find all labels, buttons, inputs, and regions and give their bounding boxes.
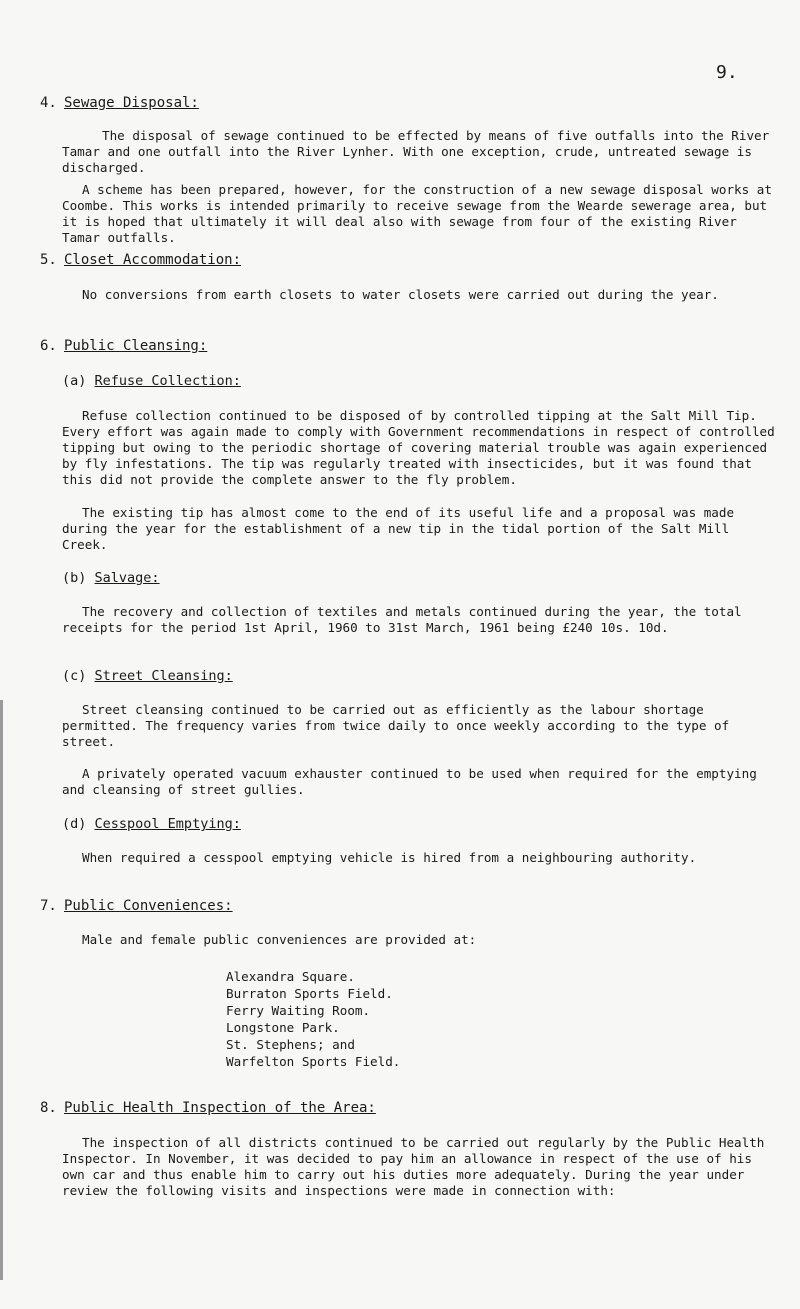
paragraph: Refuse collection continued to be disposed of by controlled tipping at the Salt Mill Tip. Every effort was again made to comply with Government recommendations in respect of controlled tipping but owing to the periodic shortage of covering material trouble was again experienced by fly infestations. The tip was regularly treated with insecticides, but it was found that this did not provide the complete answer to the fly problem. xyxy=(62,408,775,487)
paragraph: The disposal of sewage continued to be effected by means of five outfalls into the River Tamar and one outfall into the River Lynher. With one exception, crude, untreated sewage is discharged. xyxy=(62,128,770,175)
conveniences-list xyxy=(226,968,400,1070)
section-heading xyxy=(40,338,207,354)
list-item: Ferry Waiting Room. xyxy=(226,1003,371,1018)
section-title: Public Conveniences: xyxy=(64,898,233,914)
paragraph: No conversions from earth closets to water closets were carried out during the year. xyxy=(82,287,719,302)
section-heading xyxy=(40,95,199,111)
subsection-heading xyxy=(62,816,241,832)
paragraph: The inspection of all districts continued to be carried out regularly by the Public Health Inspector. In November, it was decided to pay him an allowance in respect of the use of his own car and thus enable him to carry out his duties more adequately. During the year under review the following visits and inspections were made in connection with: xyxy=(62,1135,765,1198)
paragraph: Street cleansing continued to be carried out as efficiently as the labour shortage permitted. The frequency varies from twice daily to once weekly according to the type of street. xyxy=(62,702,730,749)
subsection-label: (b) xyxy=(62,570,87,586)
paragraph: Male and female public conveniences are provided at: xyxy=(82,932,477,947)
section-number: 8. xyxy=(40,1100,57,1116)
section-title: Sewage Disposal: xyxy=(64,95,199,111)
subsection-title: Refuse Collection: xyxy=(94,373,241,389)
binding-edge xyxy=(0,700,3,1280)
subsection-title: Salvage: xyxy=(94,570,160,586)
section-heading xyxy=(40,1100,376,1116)
section-title: Public Health Inspection of the Area: xyxy=(64,1100,376,1116)
subsection-heading xyxy=(62,668,233,684)
subsection-title: Cesspool Emptying: xyxy=(94,816,241,832)
list-item: Alexandra Square. xyxy=(226,969,355,984)
subsection-heading xyxy=(62,373,241,389)
paragraph: The recovery and collection of textiles and metals continued during the year, the total receipts for the period 1st April, 1960 to 31st March, 1961 being £240 10s. 10d. xyxy=(62,604,742,635)
page-number: 9. xyxy=(716,62,738,83)
section-title: Closet Accommodation: xyxy=(64,252,242,268)
paragraph: A scheme has been prepared, however, for the construction of a new sewage disposal works at Coombe. This works is intended primarily to receive sewage from the Wearde sewerage area, but it is hoped that ultimately it will deal also with sewage from four of the existing River Tamar outfalls. xyxy=(62,182,772,245)
subsection-heading xyxy=(62,570,160,586)
section-number: 5. xyxy=(40,252,57,268)
list-item: Warfelton Sports Field. xyxy=(226,1054,401,1069)
paragraph: A privately operated vacuum exhauster continued to be used when required for the emptying and cleansing of street gullies. xyxy=(62,766,757,797)
subsection-label: (c) xyxy=(62,668,87,684)
section-heading xyxy=(40,252,241,268)
subsection-label: (d) xyxy=(62,816,87,832)
paragraph: The existing tip has almost come to the end of its useful life and a proposal was made during the year for the establishment of a new tip in the tidal portion of the Salt Mill Creek. xyxy=(62,505,735,552)
section-number: 4. xyxy=(40,95,57,111)
list-item: Longstone Park. xyxy=(226,1020,340,1035)
subsection-title: Street Cleansing: xyxy=(94,668,233,684)
list-item: St. Stephens; and xyxy=(226,1037,355,1052)
list-item: Burraton Sports Field. xyxy=(226,986,393,1001)
section-number: 7. xyxy=(40,898,57,914)
section-number: 6. xyxy=(40,338,57,354)
section-title: Public Cleansing: xyxy=(64,338,208,354)
subsection-label: (a) xyxy=(62,373,87,389)
paragraph: When required a cesspool emptying vehicle is hired from a neighbouring authority. xyxy=(82,850,697,865)
section-heading xyxy=(40,898,233,914)
